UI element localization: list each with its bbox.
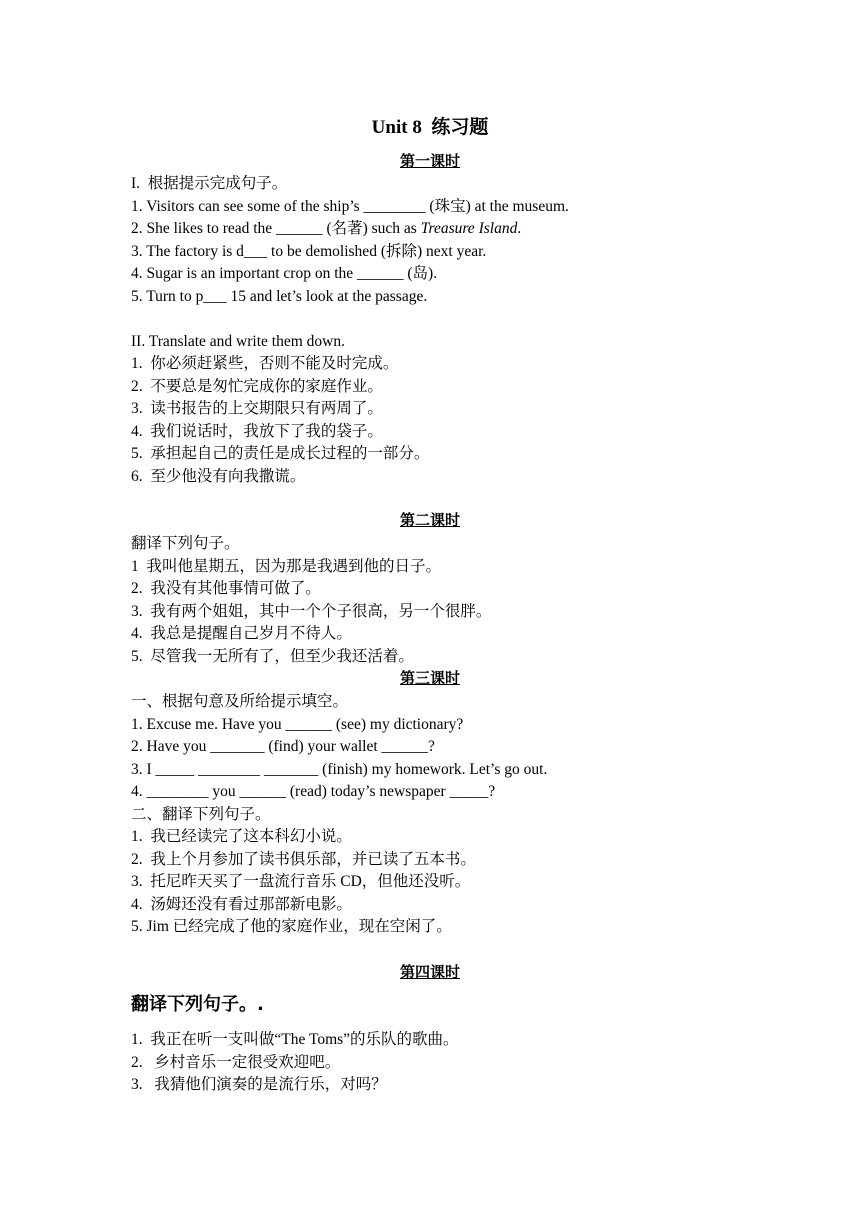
exercise-line: 1. 我正在听一支叫做“The Toms”的乐队的歌曲。 — [131, 1031, 459, 1048]
exercise-line: 3. 我有两个姐姐，其中一个个子很高，另一个很胖。 — [131, 603, 492, 620]
exercise-line: 5. Jim 已经完成了他的家庭作业，现在空闲了。 — [131, 918, 452, 935]
lesson-3-heading: 第三课时 — [399, 671, 460, 687]
exercise-line: 3. The factory is d___ to be demolished (拆除) next year. — [131, 243, 487, 260]
exercise-line: 1. Visitors can see some of the ship’s ________ (珠宝) at the museum. — [131, 198, 569, 215]
exercise-line: 5. Turn to p___ 15 and let’s look at the passage. — [131, 288, 428, 305]
exercise-line: 2. 我没有其他事情可做了。 — [131, 580, 321, 597]
exercise-line: 3. I _____ ________ _______ (finish) my homework. Let’s go out. — [131, 761, 548, 778]
lesson-4-heading: 第四课时 — [399, 965, 460, 981]
exercise-line: 2. Have you _______ (find) your wallet ______? — [131, 738, 435, 755]
exercise-line: 5. 承担起自己的责任是成长过程的一部分。 — [131, 445, 430, 462]
exercise-line: 1. 你必须赶紧些，否则不能及时完成。 — [131, 355, 399, 372]
part-2-label: II. Translate and write them down. — [131, 333, 345, 350]
exercise-line: 3. 我猜他们演奏的是流行乐，对吗？ — [131, 1076, 387, 1093]
part-1-label: I. 根据提示完成句子。 — [131, 175, 288, 192]
exercise-line: 4. 我总是提醒自己岁月不待人。 — [131, 625, 352, 642]
exercise-line: 4. ________ you ______ (read) today’s newspaper _____? — [131, 783, 496, 800]
lesson-2-heading: 第二课时 — [399, 513, 460, 529]
exercise-line: 4. 汤姆还没有看过那部新电影。 — [131, 896, 352, 913]
exercise-line: 5. 尽管我一无所有了，但至少我还活着。 — [131, 648, 414, 665]
exercise-line: 3. 读书报告的上交期限只有两周了。 — [131, 400, 383, 417]
section-label: 翻译下列句子。. — [131, 994, 264, 1015]
exercise-line: 3. 托尼昨天买了一盘流行音乐 CD，但他还没听。 — [131, 873, 471, 890]
exercise-line: 4. 我们说话时，我放下了我的袋子。 — [131, 423, 383, 440]
exercise-line: 4. Sugar is an important crop on the ______ (岛). — [131, 265, 438, 282]
exercise-line: 2. 我上个月参加了读书俱乐部，并已读了五本书。 — [131, 851, 476, 868]
exercise-text: 2. She likes to read the ______ (名著) such as — [131, 220, 421, 237]
exercise-line: 1. Excuse me. Have you ______ (see) my dictionary? — [131, 716, 464, 733]
exercise-line: 1. 我已经读完了这本科幻小说。 — [131, 828, 352, 845]
exercise-line: 2. 乡村音乐一定很受欢迎吧。 — [131, 1054, 341, 1071]
exercise-line: 2. 不要总是匆忙完成你的家庭作业。 — [131, 378, 383, 395]
exercise-line — [131, 219, 521, 239]
lesson-1-heading: 第一课时 — [399, 154, 460, 170]
exercise-line: 1 我叫他星期五，因为那是我遇到他的日子。 — [131, 558, 442, 575]
exercise-line: 6. 至少他没有向我撒谎。 — [131, 468, 306, 485]
book-title: Treasure Island — [420, 220, 518, 237]
part-2-label: 二、翻译下列句子。 — [131, 806, 271, 823]
sentence-end: . — [517, 220, 522, 237]
section-label: 翻译下列句子。 — [131, 535, 240, 552]
part-1-label: 一、根据句意及所给提示填空。 — [131, 693, 349, 710]
page-title: Unit 8 练习题 — [371, 117, 489, 138]
